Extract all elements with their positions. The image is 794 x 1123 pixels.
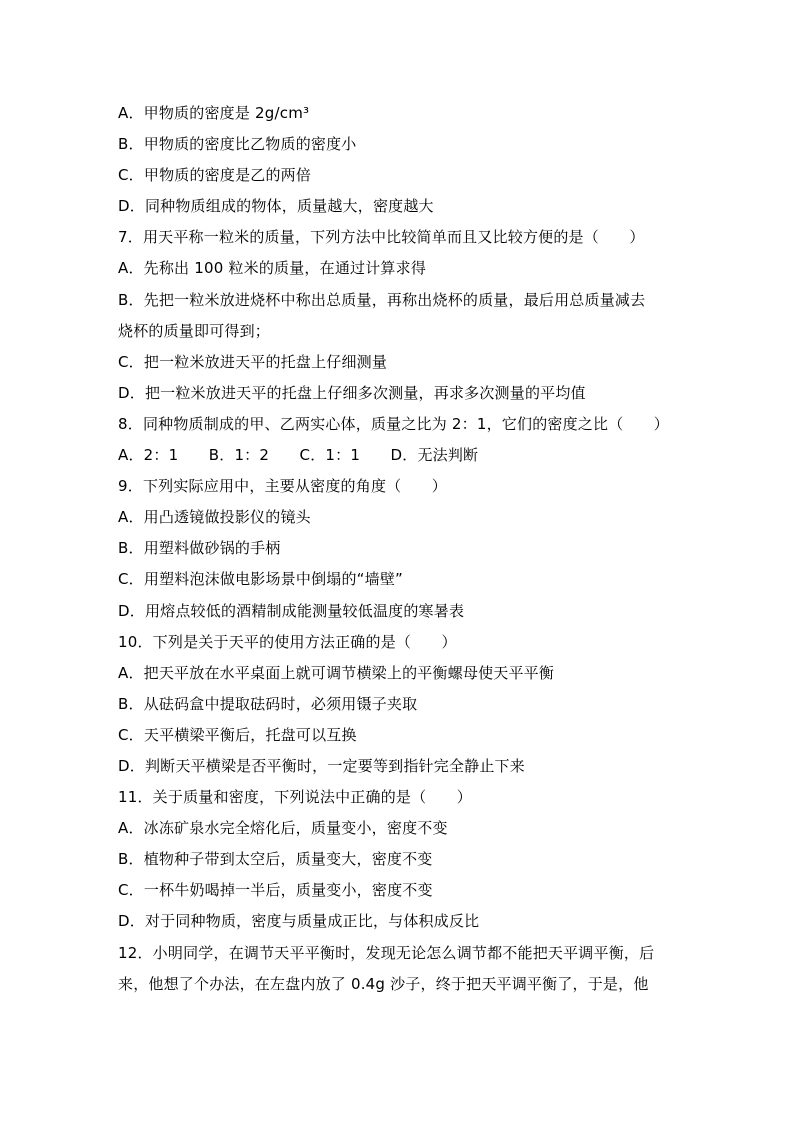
question-12: 12．小明同学，在调节天平平衡时，发现无论怎么调节都不能把天平调平衡，后 — [118, 943, 655, 962]
question-12-continued: 来，他想了个办法，在左盘内放了 0.4g 沙子，终于把天平调平衡了，于是，他 — [118, 974, 649, 993]
option-line: A．先称出 100 粒米的质量，在通过计算求得 — [118, 259, 427, 278]
option-line: C．把一粒米放进天平的托盘上仔细测量 — [118, 352, 388, 371]
option-line: D．同种物质组成的物体，质量越大，密度越大 — [118, 197, 434, 216]
question-11: 11．关于质量和密度，下列说法中正确的是（ ） — [118, 788, 472, 807]
option-line: B．从砝码盒中提取砝码时，必须用镊子夹取 — [118, 694, 418, 713]
option-line: C．用塑料泡沫做电影场景中倒塌的“墙壁” — [118, 570, 404, 589]
option-line: D．用熔点较低的酒精制成能测量较低温度的寒暑表 — [118, 601, 465, 620]
option-line: A．用凸透镜做投影仪的镜头 — [118, 508, 311, 527]
option-line: D．判断天平横梁是否平衡时，一定要等到指针完全静止下来 — [118, 756, 525, 775]
question-8: 8．同种物质制成的甲、乙两实心体，质量之比为 2：1，它们的密度之比（ ） — [118, 414, 670, 433]
option-line-continued: 烧杯的质量即可得到； — [118, 321, 271, 340]
option-line: A．甲物质的密度是 2g/cm³ — [118, 104, 310, 122]
option-line: D．对于同种物质，密度与质量成正比，与体积成反比 — [118, 912, 480, 931]
option-line: A．2：1 B．1：2 C．1：1 D．无法判断 — [118, 446, 479, 465]
option-line: B．甲物质的密度比乙物质的密度小 — [118, 135, 357, 154]
option-line: A．把天平放在水平桌面上就可调节横梁上的平衡螺母使天平平衡 — [118, 663, 555, 682]
option-line: B．植物种子带到太空后，质量变大，密度不变 — [118, 850, 433, 869]
option-line: C．天平横梁平衡后，托盘可以互换 — [118, 725, 357, 744]
option-line: B．用塑料做砂锅的手柄 — [118, 539, 281, 558]
question-7: 7．用天平称一粒米的质量，下列方法中比较简单而且又比较方便的是（ ） — [118, 228, 645, 247]
option-line: A．冰冻矿泉水完全熔化后，质量变小，密度不变 — [118, 819, 448, 838]
question-9: 9．下列实际应用中，主要从密度的角度（ ） — [118, 477, 447, 496]
question-text-block — [118, 98, 678, 1000]
option-line: C．甲物质的密度是乙的两倍 — [118, 166, 312, 185]
option-line: B．先把一粒米放进烧杯中称出总质量，再称出烧杯的质量，最后用总质量减去 — [118, 290, 646, 309]
option-line: D．把一粒米放进天平的托盘上仔细多次测量，再求多次测量的平均值 — [118, 383, 586, 402]
option-line: C．一杯牛奶喝掉一半后，质量变小，密度不变 — [118, 881, 433, 900]
question-10: 10．下列是关于天平的使用方法正确的是（ ） — [118, 632, 457, 651]
